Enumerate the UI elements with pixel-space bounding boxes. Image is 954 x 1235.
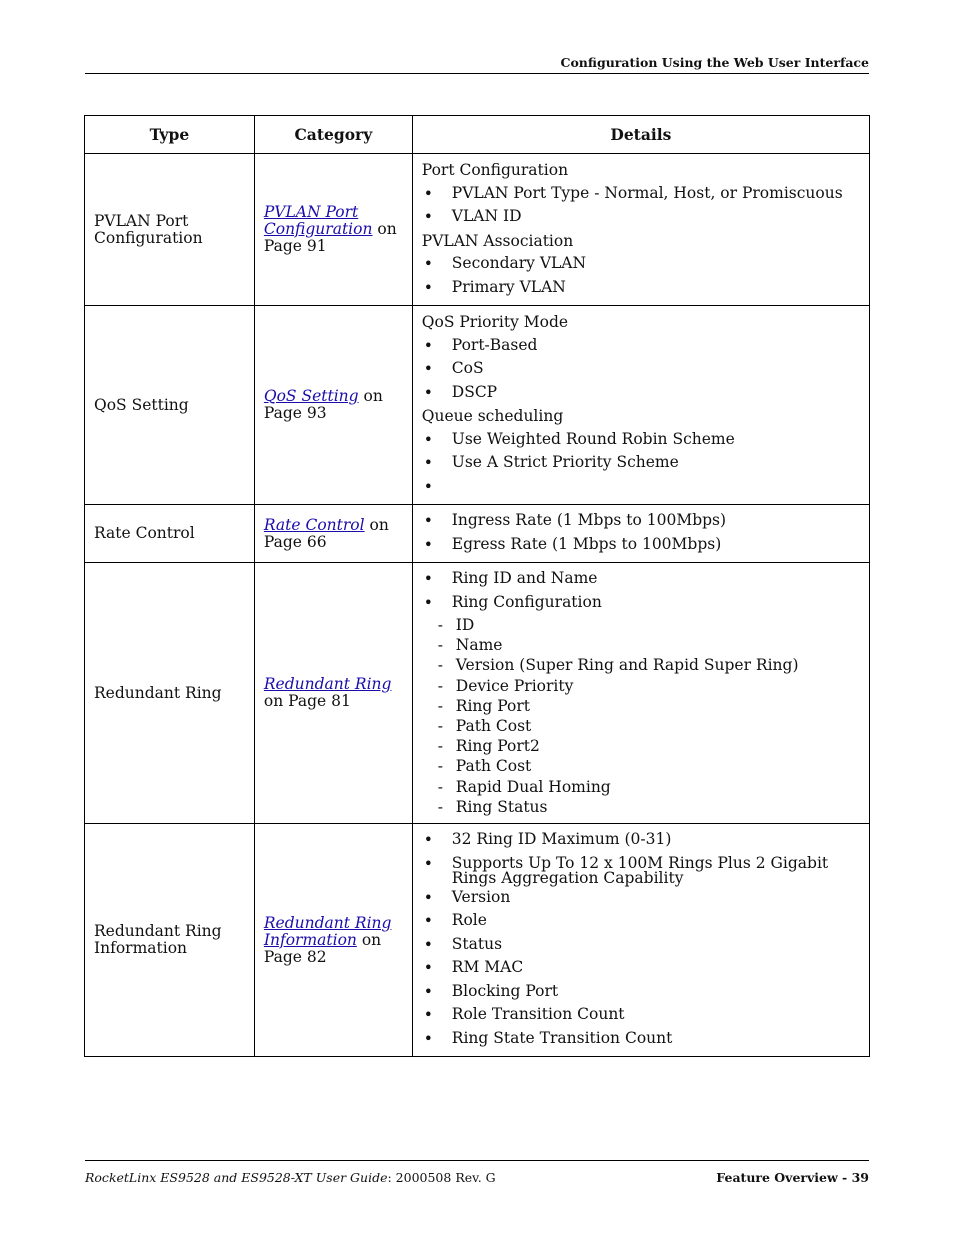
detail-item-text: Version (Super Ring and Rapid Super Ring) — [455, 656, 799, 675]
bullet-marker: • — [423, 184, 433, 203]
category-cell — [254, 306, 412, 505]
detail-bullet-item — [422, 910, 860, 934]
category-page-ref: on Page 93 — [263, 387, 383, 422]
detail-item-text: Ring Port2 — [455, 737, 540, 756]
detail-bullet-item — [422, 1004, 860, 1028]
detail-bullet-item — [422, 829, 860, 853]
category-cell — [254, 505, 412, 563]
detail-bullet-item — [422, 253, 860, 277]
detail-sub-item — [422, 716, 860, 736]
detail-bullet-item — [422, 429, 860, 453]
detail-sub-item — [422, 797, 860, 817]
table-row-redundant-ring — [85, 563, 870, 824]
detail-bullet-item — [422, 382, 860, 406]
footer-revision: : 2000508 Rev. G — [387, 1170, 496, 1185]
detail-bullet-item — [422, 476, 860, 500]
detail-bullet-item — [422, 534, 860, 558]
footer-divider — [85, 1160, 869, 1161]
category-page-ref: on Page 66 — [263, 515, 389, 551]
category-link-redundant-ring[interactable]: Redundant Ring — [263, 675, 392, 693]
detail-sub-item — [422, 655, 860, 675]
detail-item-text: Role — [451, 911, 487, 929]
footer-doc-info — [85, 1170, 496, 1185]
column-header-details: Details — [412, 116, 869, 154]
dash-marker: - — [437, 777, 444, 796]
detail-item-text: Device Priority — [455, 676, 574, 695]
detail-bullet-item — [422, 1028, 860, 1052]
detail-item-text: Ring Configuration — [451, 592, 602, 611]
detail-item-text: Version — [451, 887, 511, 906]
detail-item-text: Secondary VLAN — [451, 254, 587, 272]
detail-item-text: Path Cost — [455, 716, 532, 735]
detail-heading: Port Configuration — [421, 161, 569, 179]
table-header-row — [85, 116, 870, 154]
detail-bullet-item — [422, 934, 860, 958]
table-row-qos-setting — [85, 306, 870, 505]
details-cell — [412, 824, 869, 1057]
detail-item-text: ID — [455, 616, 475, 634]
detail-bullet-item — [422, 510, 860, 534]
bullet-marker: • — [423, 430, 433, 449]
detail-bullet-item — [422, 887, 860, 911]
detail-item-text: Egress Rate (1 Mbps to 100Mbps) — [451, 534, 722, 553]
detail-sub-item — [422, 736, 860, 756]
dash-marker: - — [437, 616, 444, 634]
category-cell — [254, 154, 412, 306]
type-cell: QoS Setting — [85, 306, 255, 505]
detail-item-text: Supports Up To 12 x 100M Rings Plus 2 Gigabit Rings Aggregation Capability — [451, 853, 829, 887]
detail-bullet-item — [422, 335, 860, 359]
detail-bullet-item — [422, 183, 860, 207]
bullet-marker: • — [423, 570, 433, 588]
detail-heading: QoS Priority Mode — [421, 313, 569, 331]
category-page-ref: on Page 91 — [263, 220, 397, 255]
column-header-type: Type — [85, 116, 255, 154]
detail-sub-item — [422, 676, 860, 696]
category-cell — [254, 824, 412, 1057]
detail-item-text: Role Transition Count — [451, 1005, 625, 1023]
category-page-ref: on Page 81 — [263, 692, 351, 710]
type-cell: Redundant Ring Information — [85, 824, 255, 1057]
bullet-marker: • — [423, 535, 433, 554]
detail-sub-item — [422, 635, 860, 655]
type-cell: Redundant Ring — [85, 563, 255, 824]
bullet-marker: • — [423, 360, 433, 378]
detail-item-text: Ring Port — [455, 696, 531, 715]
detail-item-text: Path Cost — [455, 757, 532, 776]
dash-marker: - — [437, 716, 444, 735]
detail-item-text: Ring ID and Name — [451, 569, 598, 587]
bullet-marker: • — [423, 454, 433, 472]
detail-bullet-item — [422, 206, 860, 230]
bullet-marker: • — [423, 336, 433, 355]
table-row-pvlan-port-configuration — [85, 154, 870, 306]
detail-bullet-item — [422, 277, 860, 301]
detail-bullet-item — [422, 957, 860, 981]
detail-item-text: DSCP — [451, 382, 498, 401]
bullet-marker: • — [423, 1006, 433, 1024]
bullet-marker: • — [423, 831, 433, 849]
dash-marker: - — [437, 696, 444, 715]
detail-item-text: Name — [455, 636, 503, 655]
bullet-marker: • — [423, 982, 433, 1001]
detail-item-text: Ring State Transition Count — [451, 1028, 673, 1047]
page-header: Configuration Using the Web User Interface — [560, 55, 869, 70]
dash-marker: - — [437, 656, 444, 675]
detail-item-text: Use A Strict Priority Scheme — [451, 453, 679, 471]
dash-marker: - — [437, 636, 444, 655]
bullet-marker: • — [423, 278, 433, 297]
type-cell: PVLAN Port Configuration — [85, 154, 255, 306]
bullet-marker: • — [423, 512, 433, 530]
detail-item-text: Primary VLAN — [451, 277, 566, 296]
bullet-marker: • — [423, 912, 433, 930]
detail-item-text: Ring Status — [455, 797, 548, 816]
header-divider — [85, 73, 869, 74]
category-page-ref: on Page 82 — [263, 930, 382, 966]
column-header-category: Category — [254, 116, 412, 154]
detail-heading: Queue scheduling — [421, 407, 564, 425]
detail-bullet-item — [422, 853, 860, 887]
detail-sub-item — [422, 756, 860, 776]
bullet-marker: • — [423, 383, 433, 402]
detail-bullet-item — [422, 592, 860, 616]
type-cell: Rate Control — [85, 505, 255, 563]
category-cell — [254, 563, 412, 824]
category-link-qos-setting[interactable]: QoS Setting — [263, 387, 359, 405]
detail-bullet-item — [422, 452, 860, 476]
bullet-marker: • — [423, 1029, 433, 1048]
table-row-rate-control — [85, 505, 870, 563]
detail-item-text: VLAN ID — [451, 207, 522, 225]
detail-item-text: CoS — [451, 359, 484, 377]
detail-bullet-item — [422, 358, 860, 382]
table-body — [85, 154, 870, 1057]
bullet-marker: • — [423, 854, 433, 873]
bullet-marker: • — [423, 255, 433, 273]
bullet-marker: • — [423, 477, 433, 496]
dash-marker: - — [437, 797, 444, 816]
details-cell — [412, 505, 869, 563]
details-cell — [412, 306, 869, 505]
detail-item-text: PVLAN Port Type - Normal, Host, or Promiscuous — [451, 183, 843, 202]
bullet-marker: • — [423, 935, 433, 954]
detail-item-text: 32 Ring ID Maximum (0-31) — [451, 830, 672, 848]
detail-item-text: Port-Based — [451, 335, 538, 354]
dash-marker: - — [437, 737, 444, 756]
bullet-marker: • — [423, 888, 433, 907]
details-cell — [412, 563, 869, 824]
footer-page-number: Feature Overview - 39 — [716, 1170, 869, 1185]
bullet-marker: • — [423, 208, 433, 226]
dash-marker: - — [437, 676, 444, 695]
detail-sub-item — [422, 777, 860, 797]
details-cell — [412, 154, 869, 306]
category-link-redundant-ring-information[interactable]: Redundant Ring Information — [263, 913, 392, 949]
detail-bullet-item — [422, 568, 860, 592]
feature-table — [84, 115, 870, 1057]
footer-guide-title: RocketLinx ES9528 and ES9528-XT User Guide — [85, 1170, 388, 1185]
bullet-marker: • — [423, 959, 433, 977]
detail-sub-item — [422, 696, 860, 716]
detail-item-text: RM MAC — [451, 958, 524, 976]
dash-marker: - — [437, 757, 444, 776]
table-row-redundant-ring-information — [85, 824, 870, 1057]
bullet-marker: • — [423, 593, 433, 612]
detail-item-text: Status — [451, 934, 503, 953]
detail-item-text: Use Weighted Round Robin Scheme — [451, 429, 735, 448]
detail-item-text: Blocking Port — [451, 981, 559, 1000]
category-link-rate-control[interactable]: Rate Control — [263, 515, 365, 534]
detail-item-text: Rapid Dual Homing — [455, 777, 611, 796]
detail-item-text: Ingress Rate (1 Mbps to 100Mbps) — [451, 511, 727, 529]
category-link-pvlan-port-configuration[interactable]: PVLAN Port Configuration — [263, 203, 373, 238]
detail-bullet-item — [422, 981, 860, 1005]
detail-heading: PVLAN Association — [421, 231, 574, 250]
detail-sub-item — [422, 615, 860, 635]
